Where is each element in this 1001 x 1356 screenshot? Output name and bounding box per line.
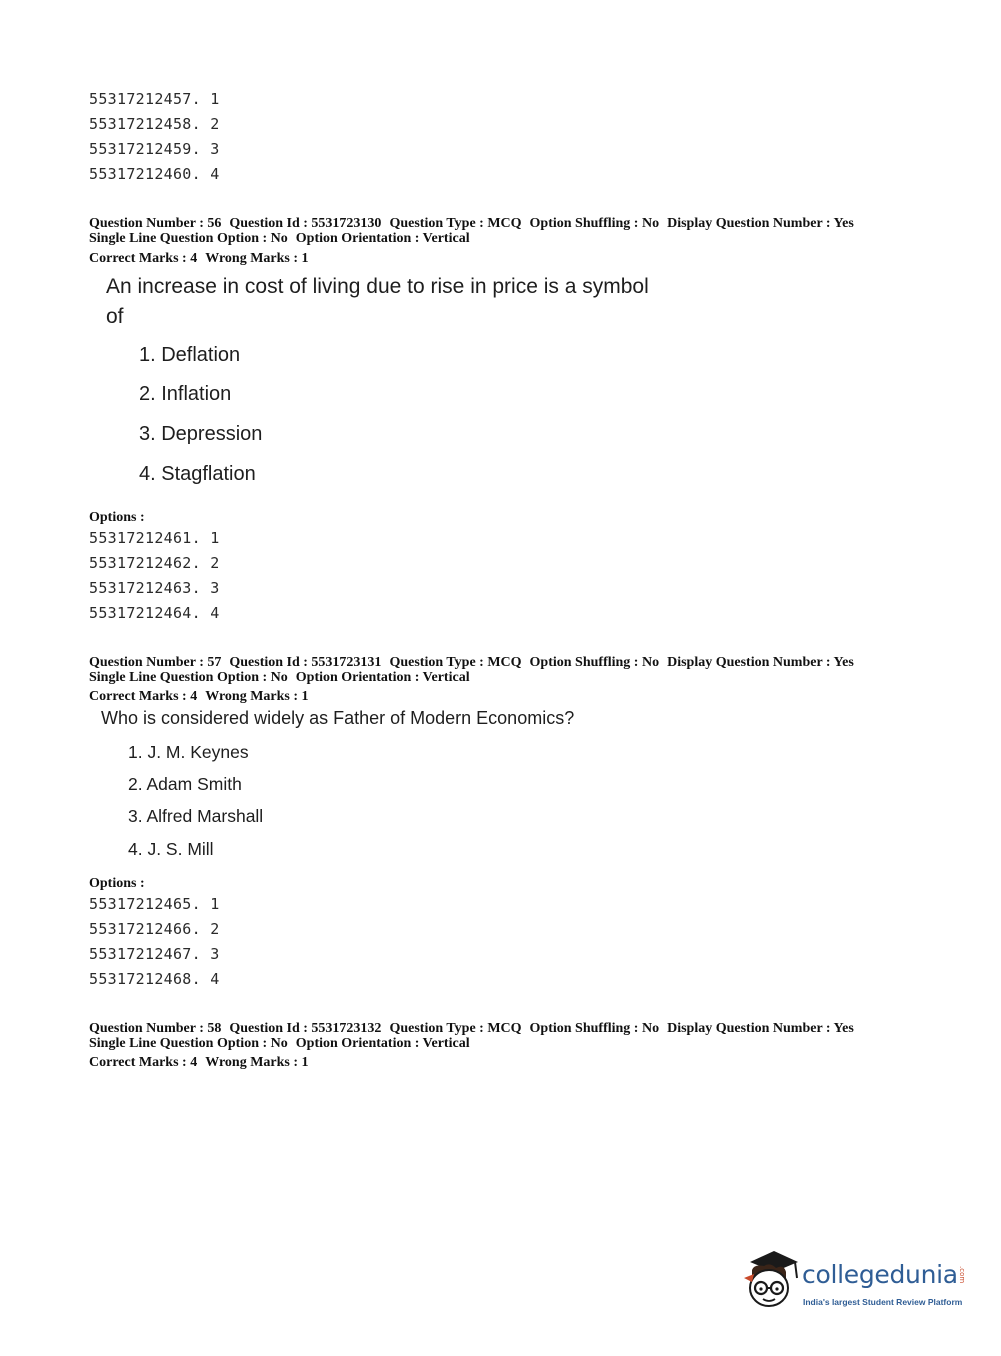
question-meta-line2 xyxy=(89,1036,470,1051)
wrong-marks: Wrong Marks : 1 xyxy=(205,689,309,704)
option-code: 55317212458. 2 xyxy=(89,115,220,133)
wrong-marks: Wrong Marks : 1 xyxy=(205,1055,309,1070)
collegedunia-logo[interactable] xyxy=(740,1248,970,1318)
option-code: 55317212464. 4 xyxy=(89,604,220,622)
option-code: 55317212459. 3 xyxy=(89,140,220,158)
display-question-number: Display Question Number : Yes xyxy=(667,655,854,670)
option-code: 55317212463. 3 xyxy=(89,579,220,597)
option-shuffling: Option Shuffling : No xyxy=(529,216,660,231)
question-number: Question Number : 58 xyxy=(89,1021,222,1036)
mascot-icon xyxy=(740,1248,804,1314)
correct-marks: Correct Marks : 4 xyxy=(89,689,198,704)
option-code: 55317212468. 4 xyxy=(89,970,220,988)
single-line-option: Single Line Question Option : No xyxy=(89,231,288,246)
option-orientation: Option Orientation : Vertical xyxy=(295,231,470,246)
option-code: 55317212466. 2 xyxy=(89,920,220,938)
option-code: 55317212462. 2 xyxy=(89,554,220,572)
choice-item: 2. Adam Smith xyxy=(128,774,242,794)
question-number: Question Number : 56 xyxy=(89,216,222,231)
choice-item: 4. J. S. Mill xyxy=(128,839,214,859)
question-marks xyxy=(89,251,309,266)
question-number: Question Number : 57 xyxy=(89,655,222,670)
choice-item: 1. J. M. Keynes xyxy=(128,742,249,762)
option-shuffling: Option Shuffling : No xyxy=(529,1021,660,1036)
question-meta-line1 xyxy=(89,1021,854,1036)
option-code: 55317212465. 1 xyxy=(89,895,220,913)
option-orientation: Option Orientation : Vertical xyxy=(295,1036,470,1051)
question-text xyxy=(106,272,649,332)
question-text-line: of xyxy=(106,305,124,328)
question-text-line: An increase in cost of living due to rise in price is a symbol xyxy=(106,275,649,298)
choice-item: 3. Depression xyxy=(139,423,263,445)
question-type: Question Type : MCQ xyxy=(389,1021,522,1036)
choice-item: 3. Alfred Marshall xyxy=(128,806,264,826)
logo-wordmark: collegedunia xyxy=(802,1260,958,1289)
correct-marks: Correct Marks : 4 xyxy=(89,251,198,266)
choice-item: 1. Deflation xyxy=(139,344,241,366)
question-type: Question Type : MCQ xyxy=(389,655,522,670)
question-meta-line1 xyxy=(89,655,854,670)
option-code: 55317212457. 1 xyxy=(89,90,220,108)
option-code: 55317212467. 3 xyxy=(89,945,220,963)
choice-item: 4. Stagflation xyxy=(139,463,256,485)
question-marks xyxy=(89,689,309,704)
logo-tagline: India's largest Student Review Platform xyxy=(803,1297,963,1307)
choice-item: 2. Inflation xyxy=(139,383,232,405)
single-line-option: Single Line Question Option : No xyxy=(89,670,288,685)
question-marks xyxy=(89,1055,309,1070)
logo-dotcom: .com xyxy=(958,1266,966,1284)
option-code: 55317212460. 4 xyxy=(89,165,220,183)
options-label: Options : xyxy=(89,510,145,525)
display-question-number: Display Question Number : Yes xyxy=(667,1021,854,1036)
correct-marks: Correct Marks : 4 xyxy=(89,1055,198,1070)
question-type: Question Type : MCQ xyxy=(389,216,522,231)
options-label: Options : xyxy=(89,876,145,891)
question-meta-line2 xyxy=(89,231,470,246)
question-id: Question Id : 5531723132 xyxy=(229,1021,382,1036)
option-orientation: Option Orientation : Vertical xyxy=(295,670,470,685)
question-id: Question Id : 5531723131 xyxy=(229,655,382,670)
question-meta-line2 xyxy=(89,670,470,685)
option-shuffling: Option Shuffling : No xyxy=(529,655,660,670)
display-question-number: Display Question Number : Yes xyxy=(667,216,854,231)
question-text: Who is considered widely as Father of Modern Economics? xyxy=(101,708,575,728)
option-code: 55317212461. 1 xyxy=(89,529,220,547)
wrong-marks: Wrong Marks : 1 xyxy=(205,251,309,266)
question-id: Question Id : 5531723130 xyxy=(229,216,382,231)
single-line-option: Single Line Question Option : No xyxy=(89,1036,288,1051)
question-meta-line1 xyxy=(89,216,854,231)
